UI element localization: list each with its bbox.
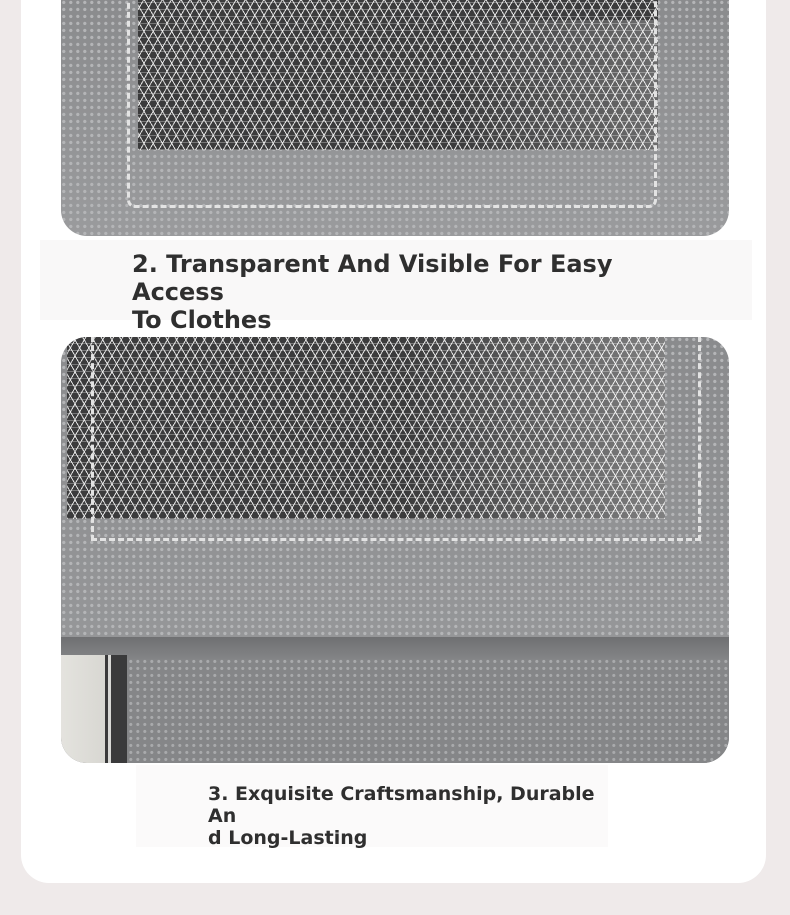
product-photo-craftsmanship bbox=[61, 337, 729, 763]
frame-edge bbox=[105, 655, 127, 763]
fabric-texture bbox=[121, 659, 729, 763]
side-panel bbox=[61, 655, 105, 763]
stitching-border bbox=[91, 337, 701, 541]
stitching-border bbox=[127, 0, 657, 208]
feature-caption-2: 2. Transparent And Visible For Easy Access To Clothes bbox=[132, 250, 613, 334]
product-photo-mesh-window bbox=[61, 0, 729, 236]
feature-caption-3: 3. Exquisite Craftsmanship, Durable An d Long-Lasting bbox=[208, 783, 595, 849]
